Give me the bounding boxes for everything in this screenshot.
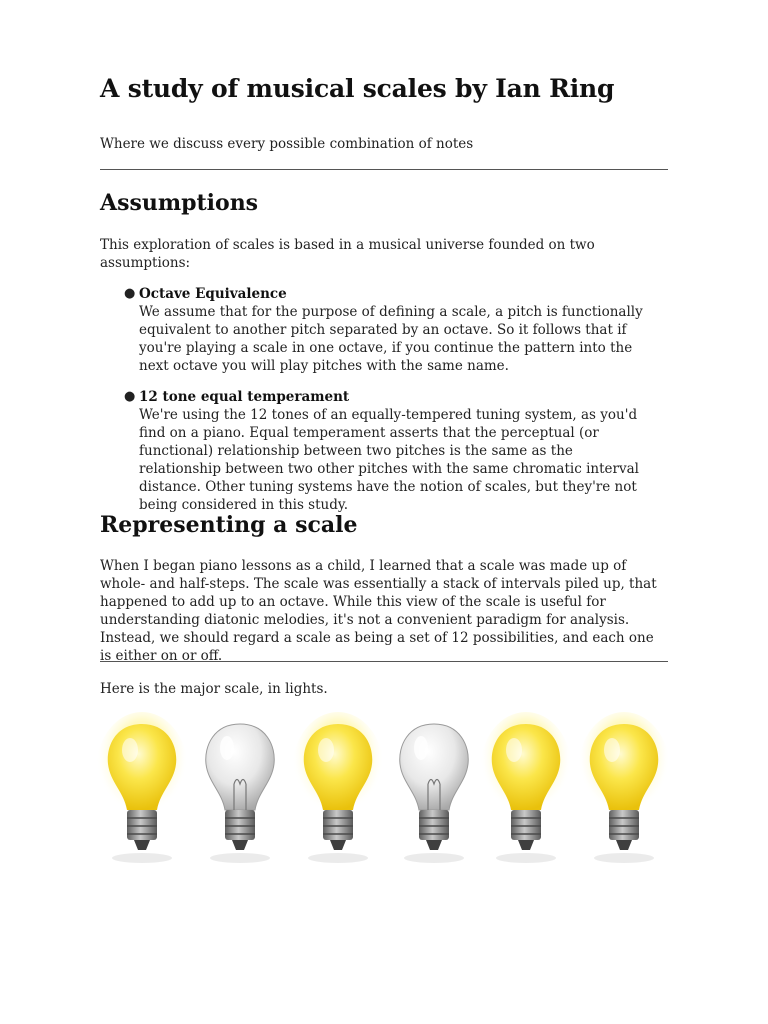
section-heading-representing: Representing a scale: [100, 512, 358, 538]
representing-body: When I began piano lessons as a child, I learned that a scale was made up of whole- and half-steps. The scale was essentially a stack of intervals piled up, that happened to add up to an octave. While this view of the scale is useful for understanding diatonic melodies, it's not a convenient paradigm for analysis. Instead, we should regard a scale as being a set of 12 possibilities, and each one is either on or off.: [100, 558, 657, 664]
assumptions-list: [120, 285, 650, 375]
list-item-text: We're using the 12 tones of an equally-tempered tuning system, as you'd find on a piano. Equal temperament asserts that the perceptual (or functional) relationship between two pitches is the same as the relationship between two other pitches with the same chromatic interval distance. Other tuning systems have the notion of scales, but they're not being considered in this study.: [139, 407, 639, 513]
assumptions-list-continued: [120, 388, 650, 514]
section-heading-assumptions: Assumptions: [100, 190, 259, 216]
list-item-text: We assume that for the purpose of defining a scale, a pitch is functionally equivalent to another pitch separated by an octave. So it follows that if you're playing a scale in one octave, if you continue the pattern into the next octave you will play pitches with the same name.: [139, 304, 643, 374]
lit-bulb-icon: [96, 712, 188, 872]
page-title: A study of musical scales by Ian Ring: [100, 74, 615, 103]
page-subtitle: Where we discuss every possible combination of notes: [100, 136, 474, 152]
list-item-equal-temperament: [120, 388, 650, 514]
lights-caption: Here is the major scale, in lights.: [100, 681, 328, 697]
lit-bulb-icon: [292, 712, 384, 872]
lit-bulb-icon: [578, 712, 670, 872]
list-item-title: 12 tone equal temperament: [139, 389, 350, 405]
divider: [100, 169, 668, 170]
lit-bulb-icon: [480, 712, 572, 872]
assumptions-intro: This exploration of scales is based in a musical universe founded on two assumptions:: [100, 237, 595, 271]
list-item-title: Octave Equivalence: [139, 286, 287, 302]
unlit-bulb-icon: [388, 712, 480, 872]
list-item-octave-equivalence: [120, 285, 650, 375]
major-scale-bulbs: [96, 712, 672, 872]
bullet-icon: ●: [124, 389, 136, 404]
bullet-icon: ●: [124, 286, 136, 301]
unlit-bulb-icon: [194, 712, 286, 872]
divider: [100, 661, 668, 662]
